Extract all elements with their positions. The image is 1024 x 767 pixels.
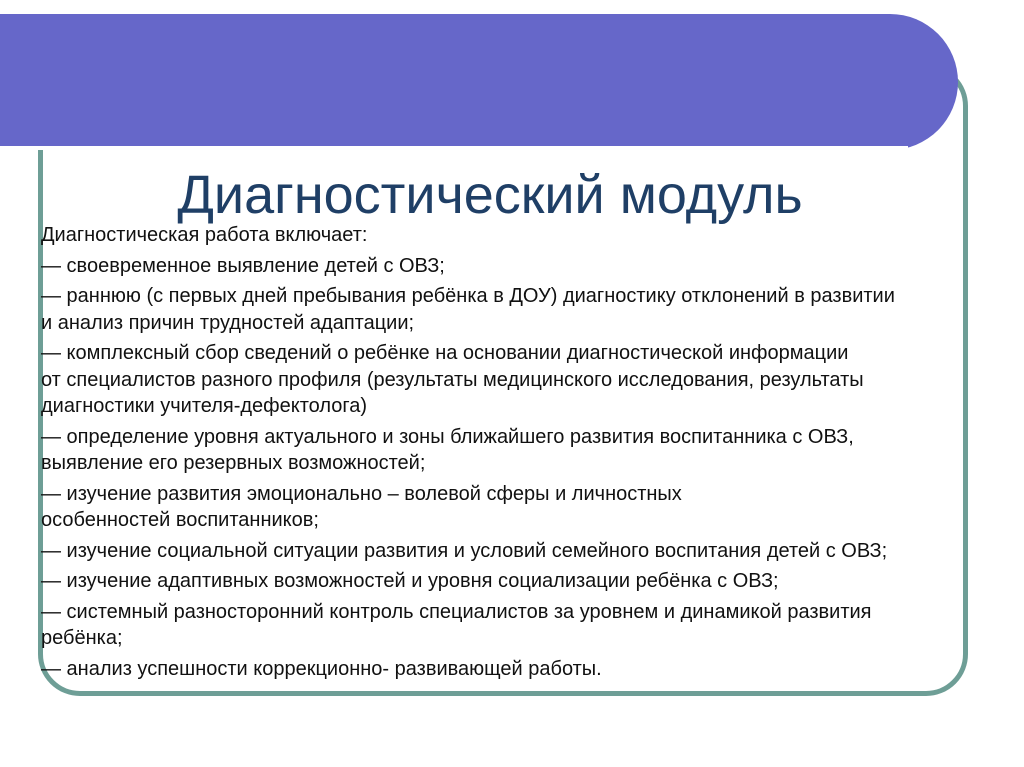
list-item-line: — комплексный сбор сведений о ребёнке на основании диагностической информации	[41, 342, 849, 364]
list-item	[41, 340, 1024, 420]
list-item	[41, 424, 1024, 477]
list-item-line: — системный разносторонний контроль специалистов за уровнем и динамикой развития	[41, 600, 872, 623]
list-item-line: от специалистов разного профиля (результаты медицинского исследования, результаты	[41, 368, 864, 391]
list-item-line: выявление его резервных возможностей;	[41, 452, 426, 474]
list-item-line: — анализ успешности коррекционно- развивающей работы.	[41, 657, 602, 680]
intro-text: Диагностическая работа включает:	[41, 224, 368, 246]
list-item-line: особенностей воспитанников;	[41, 509, 319, 531]
header-banner	[0, 14, 958, 150]
list-item-line: — изучение развития эмоционально – волевой сферы и личностных	[41, 482, 682, 505]
list-item	[41, 599, 1024, 652]
list-item	[41, 253, 1024, 280]
slide-title: Диагностический модуль	[177, 165, 803, 225]
slide-body	[41, 222, 1024, 686]
list-item-line: — изучение адаптивных возможностей и уровня социализации ребёнка с ОВЗ;	[41, 570, 779, 592]
list-item	[41, 283, 1024, 336]
list-item-line: — раннюю (с первых дней пребывания ребёнка в ДОУ) диагностику отклонений в развитии	[41, 285, 895, 307]
list-item-line: диагностики учителя-дефектолога)	[41, 395, 368, 417]
list-item-line: — изучение социальной ситуации развития и условий семейного воспитания детей с ОВЗ;	[41, 539, 888, 562]
list-item	[41, 481, 1024, 534]
list-item-line: — своевременное выявление детей с ОВЗ;	[41, 254, 445, 277]
list-item	[41, 656, 1024, 683]
list-item	[41, 568, 1024, 595]
list-item-line: — определение уровня актуального и зоны ближайшего развития воспитанника с ОВЗ,	[41, 425, 854, 448]
banner-divider	[0, 146, 908, 150]
list-item	[41, 538, 1024, 565]
list-item-line: и анализ причин трудностей адаптации;	[41, 311, 415, 334]
list-item-line: ребёнка;	[41, 627, 123, 649]
